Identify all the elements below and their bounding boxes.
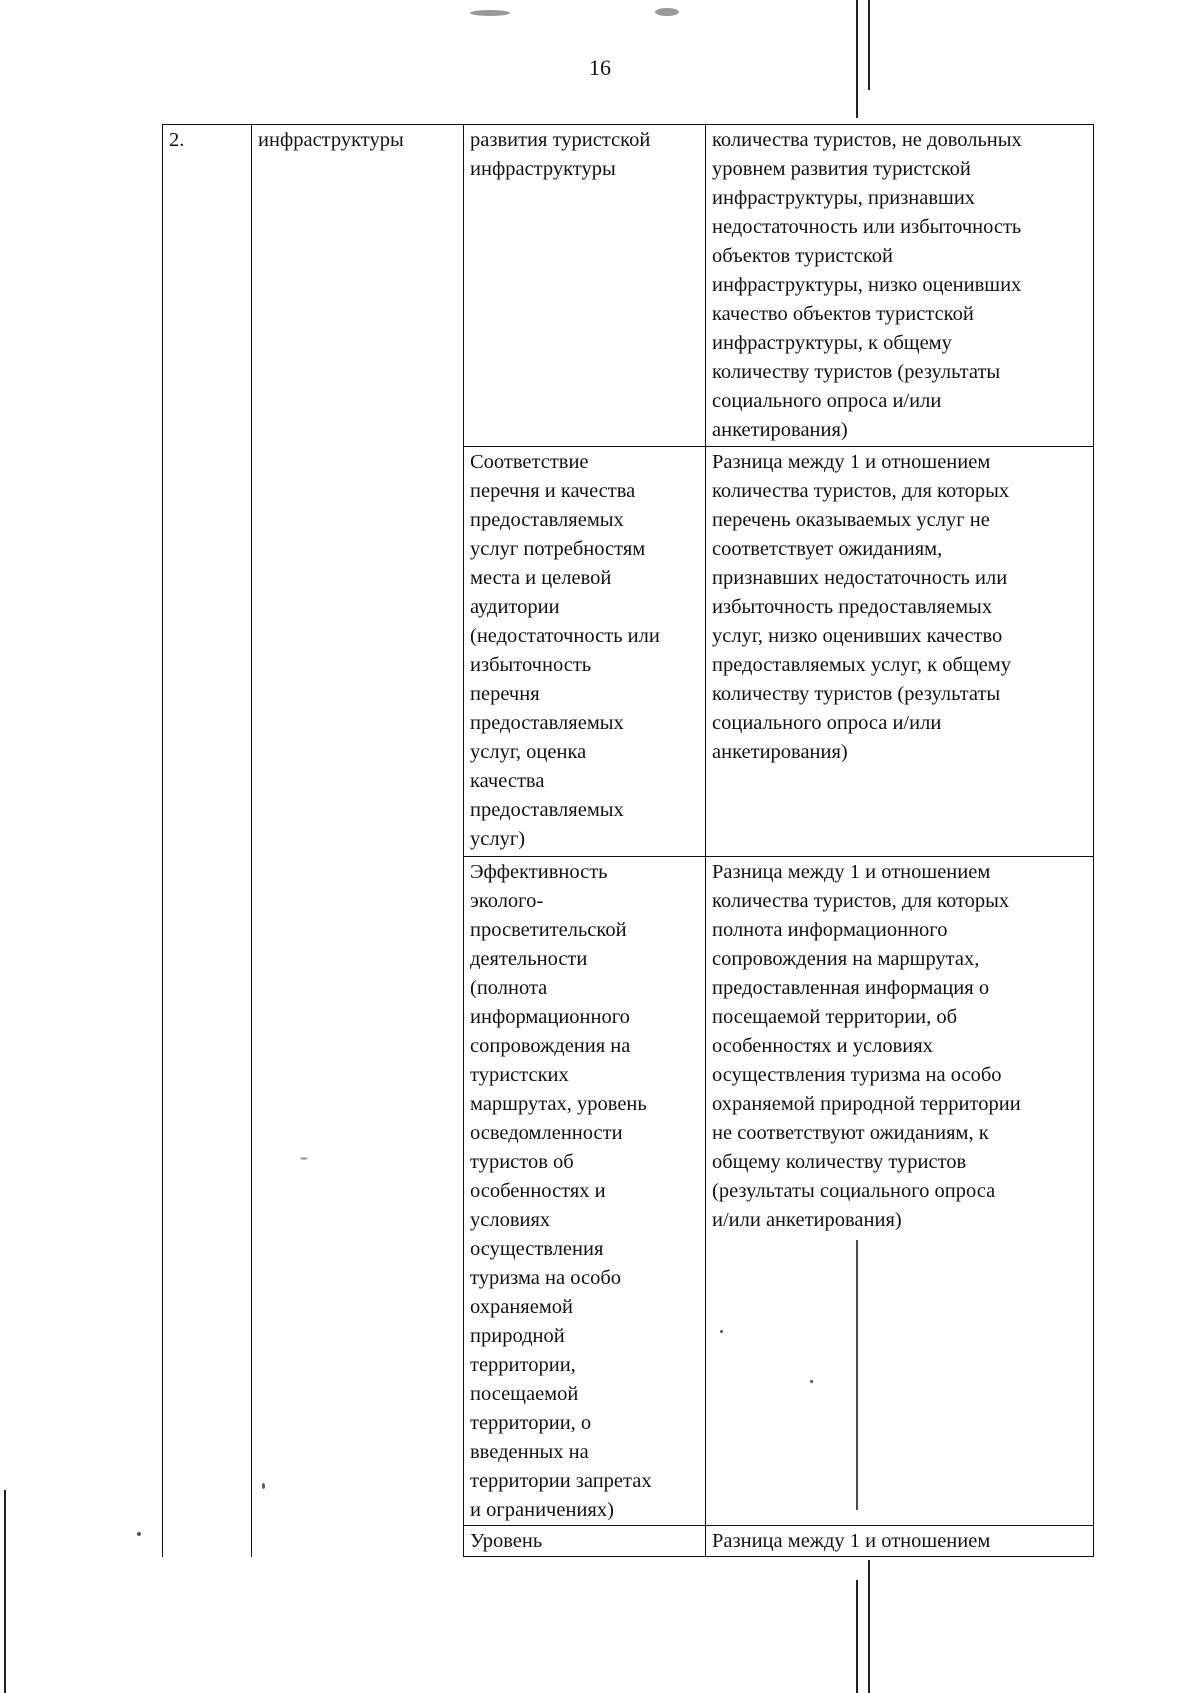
indicator-cell xyxy=(706,125,1094,447)
indicator-text: количества туристов, не довольных уровнем развития туристской инфраструктуры, признавших недостаточность или избыточность объектов туристской инфраструктуры, низко оценивших качество объектов туристской инфраструктуры, к общему количеству туристов (результаты социального опроса и/или анкетирования) xyxy=(712,129,1022,441)
scan-speck xyxy=(137,1532,141,1536)
indicator-text: Разница между 1 и отношением количества туристов, для которых полнота информационного сопровождения на маршрутах, предоставленная информация о посещаемой территории, об особенностях и условиях осуществления туризма на особо охраняемой природной территории не соответствуют ожиданиям, к общему количеству туристов (результаты социального опроса и/или анкетирования) xyxy=(712,861,1021,1231)
scan-margin-line xyxy=(4,1490,6,1693)
criterion-cell xyxy=(464,125,706,447)
indicator-table xyxy=(162,124,1094,1557)
scan-speck xyxy=(655,8,679,16)
indicator-text: Разница между 1 и отношением количества туристов, для которых перечень оказываемых услуг не соответствует ожиданиям, признавших недостаточность или избыточность предоставляемых услуг, низко оценивших качество предоставляемых услуг, к общему количеству туристов (результаты социального опроса и/или анкетирования) xyxy=(712,451,1011,763)
row-number-cell xyxy=(163,125,252,1557)
group-label-cell xyxy=(252,125,464,1557)
indicator-cell xyxy=(706,1526,1094,1557)
group-label: инфраструктуры xyxy=(258,129,404,151)
scan-binding-line xyxy=(868,1560,870,1693)
indicator-text: Разница между 1 и отношением xyxy=(712,1530,991,1552)
indicator-cell xyxy=(706,857,1094,1526)
criterion-text: Уровень xyxy=(470,1530,543,1552)
criterion-text: развития туристской инфраструктуры xyxy=(470,129,651,180)
criterion-cell xyxy=(464,447,706,857)
criterion-text: Эффективность эколого- просветительской деятельности (полнота информационного сопровождения на туристских маршрутах, уровень осведомленности туристов об особенностях и условиях осуществления туризма на особо охраняемой природной территории, посещаемой территории, о введенных на территории запретах и ограничениях) xyxy=(470,861,652,1521)
table-row xyxy=(163,125,1094,447)
scan-speck xyxy=(470,10,510,16)
indicator-cell xyxy=(706,447,1094,857)
row-number: 2. xyxy=(169,129,185,151)
criterion-cell xyxy=(464,857,706,1526)
criterion-cell xyxy=(464,1526,706,1557)
page-number: 16 xyxy=(589,55,611,80)
criterion-text: Соответствие перечня и качества предоставляемых услуг потребностям места и целевой аудитории (недостаточность или избыточность перечня предоставляемых услуг, оценка качества предоставляемых услуг) xyxy=(470,451,660,850)
scan-binding-line xyxy=(856,1580,858,1693)
